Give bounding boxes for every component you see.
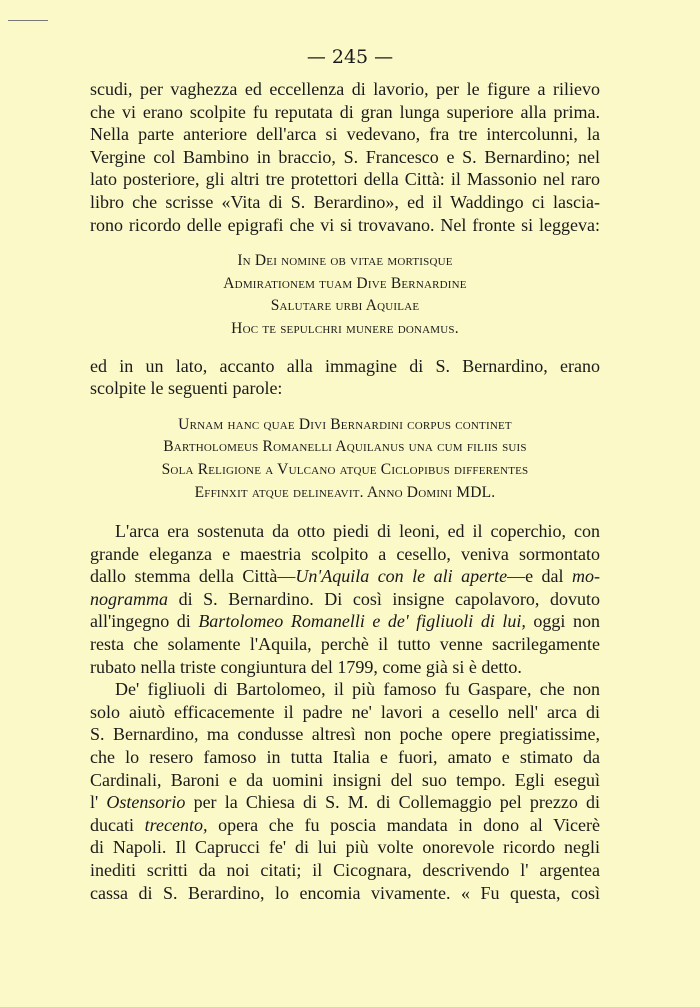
paragraph-4 [90, 678, 600, 904]
text-line: rono ricordo delle epigrafi che vi si trovavano. Nel fronte si leggeva: [90, 214, 600, 235]
text-line: rubato nella triste congiuntura del 1799, come già si è detto. [90, 656, 522, 677]
text-run: di S. Bernardino. Di così insigne capolavoro, dovuto [168, 588, 600, 609]
text-run: oggi non [525, 611, 600, 632]
text-line: Cardinali, Baroni e da uomini insigni del suo tempo. Egli eseguì [90, 769, 600, 790]
text-line: solo aiutò efficacemente il padre ne' lavori a cesello nell' arca di [90, 701, 600, 722]
page-number: — 245 — [306, 46, 394, 68]
text-line [90, 814, 600, 837]
page-body [90, 78, 600, 904]
paragraph-3 [90, 520, 600, 678]
text-line: ed in un lato, accanto alla immagine di S. Bernardino, erano [90, 355, 600, 376]
inscription-line: Hoc te sepulchri munere donamus. [231, 319, 459, 337]
text-line: cassa di S. Berardino, lo encomia vivamente. « Fu questa, così [90, 882, 600, 903]
text-line: Vergine col Bambino in braccio, S. Francesco e S. Bernardino; nel [90, 146, 600, 167]
text-line: resta che solamente l'Aquila, perchè il tutto venne sacrilegamente [90, 634, 600, 655]
text-line: grande eleganza e maestria scolpito a cesello, veniva sormontato [90, 543, 600, 564]
text-run: per la Chiesa di S. M. di Collemaggio pel prezzo di [185, 792, 600, 813]
inscription-line: Sola Religione a Vulcano atque Ciclopibus differentes [161, 460, 529, 478]
text-line: L'arca era sostenuta da otto piedi di leoni, ed il coperchio, con [115, 521, 600, 542]
text-line: Nella parte anteriore dell'arca si vedevano, fra tre intercolunni, la [90, 124, 600, 145]
text-line: di Napoli. Il Caprucci fe' di lui più volte onorevole ricordo negli [90, 837, 600, 858]
inscription-line: Effinxit atque delineavit. Anno Domini MDL. [194, 483, 496, 501]
inscription-line: Bartholomeus Romanelli Aquilanus una cum filiis suis [163, 438, 527, 456]
corner-mark [8, 20, 48, 21]
inscription-line: In Dei nomine ob vitae mortisque [237, 252, 453, 270]
text-line: scudi, per vaghezza ed eccellenza di lavorio, per le figure a rilievo [90, 79, 600, 99]
text-line [90, 791, 600, 814]
text-line [90, 610, 600, 633]
text-line [90, 588, 600, 611]
text-run: —e dal [507, 566, 572, 587]
paragraph-2 [90, 355, 600, 400]
text-run: all'ingegno di [90, 611, 199, 632]
inscription-line: Urnam hanc quae Divi Bernardini corpus continet [178, 415, 512, 433]
italic-run: nogramma [90, 588, 169, 609]
text-run: l' [90, 792, 107, 813]
text-line: S. Bernardino, ma condusse altresì non poche opere pregiatissime, [90, 724, 600, 745]
text-line: lato posteriore, gli altri tre protettori della Città: il Massonio nel raro [90, 169, 600, 190]
text-line: che vi erano scolpite fu reputata di gran lunga superiore alla prima. [90, 101, 600, 122]
text-line: che lo resero famoso in tutta Italia e fuori, amato e stimato da [90, 747, 600, 768]
italic-run: Ostensorio [106, 792, 186, 813]
text-line [90, 565, 600, 588]
text-run: ducati [90, 814, 145, 835]
text-line: libro che scrisse «Vita di S. Berardino», ed il Waddingo ci lascia- [90, 191, 600, 212]
inscription-front [90, 250, 600, 340]
text-run: dallo stemma della Città— [90, 566, 296, 587]
italic-run: Bartolomeo Romanelli e de' figliuoli di lui, [198, 611, 526, 632]
italic-run: Un'Aquila con le ali aperte [295, 566, 508, 587]
inscription-line: Salutare urbi Aquilae [270, 297, 420, 315]
text-line: scolpite le seguenti parole: [90, 378, 283, 399]
inscription-line: Admirationem tuam Dive Bernardine [223, 274, 467, 292]
italic-run: trecento, [144, 814, 208, 835]
text-line: inediti scritti da noi citati; il Cicognara, descrivendo l' argentea [90, 860, 600, 880]
text-line: De' figliuoli di Bartolomeo, il più famoso fu Gaspare, che non [115, 679, 600, 700]
italic-run: mo- [572, 566, 600, 587]
text-run: opera che fu poscia mandata in dono al Vicerè [207, 814, 600, 835]
paragraph-1 [90, 78, 600, 236]
inscription-side [90, 414, 600, 504]
